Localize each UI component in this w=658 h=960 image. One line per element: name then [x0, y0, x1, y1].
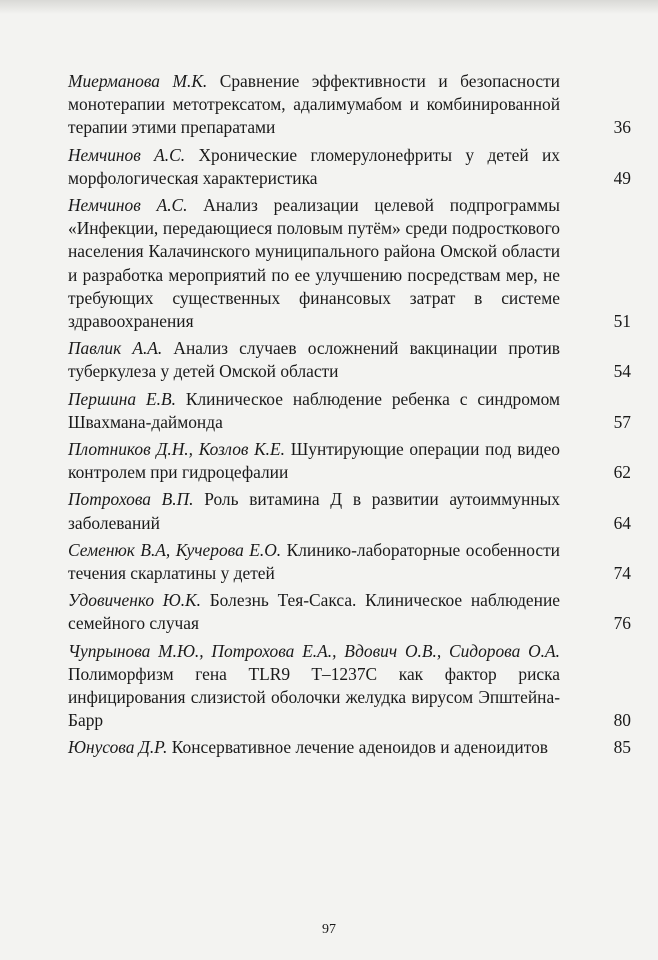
toc-entry — [68, 194, 631, 333]
entry-page-number: 36 — [613, 117, 631, 138]
entry-authors: Семенюк В.А, Кучерова Е.О. — [68, 539, 282, 560]
toc-entry — [68, 337, 631, 383]
entry-title: Роль витамина Д в развитии аутоиммунных заболеваний — [68, 489, 560, 533]
entry-title: Клинико-лабораторные особенности течения скарлатины у детей — [68, 539, 560, 584]
toc-entry — [68, 70, 631, 140]
entry-page-number: 54 — [613, 361, 631, 382]
toc-entry — [68, 144, 631, 190]
entry-page-number: 74 — [613, 563, 631, 584]
entry-title: Сравнение эффективности и безопасности монотерапии метотрексатом, адалимумабом и комбинированной терапии этими препаратами — [68, 71, 560, 138]
toc-entry — [68, 539, 631, 585]
entry-title: Анализ реализации целевой подпрограммы «Инфекции, передающиеся половым путём» среди подросткового населения Калачинского муниципального района Омской области и разработка мероприятий по ее улучшению посредствам мер, не требующих существенных финансовых затрат в системе здравоохранения — [68, 195, 560, 332]
entry-title: Анализ случаев осложнений вакцинации против туберкулеза у детей Омской области — [68, 338, 560, 382]
entry-title: Клиническое наблюдение ребенка с синдромом Швахмана-даймонда — [68, 388, 560, 432]
entry-page-number: 51 — [613, 311, 631, 332]
entry-title: Хронические гломерулонефриты у детей их морфологическая характеристика — [68, 144, 560, 188]
entry-authors: Миерманова М.К. — [68, 71, 208, 91]
entry-page-number: 57 — [613, 411, 631, 432]
entry-authors: Потрохова В.П. — [68, 489, 194, 510]
entry-authors: Першина Е.В. — [68, 388, 176, 409]
entry-page-number: 80 — [613, 710, 631, 731]
toc-entry — [68, 438, 631, 484]
table-of-contents — [68, 70, 631, 764]
toc-entry — [68, 736, 631, 759]
toc-entry — [68, 589, 631, 635]
entry-authors: Павлик А.А. — [68, 338, 163, 359]
entry-title: Шунтирующие операции под видео контролем при гидроцефалии — [68, 439, 561, 483]
toc-entry — [68, 488, 631, 534]
entry-authors: Удовиченко Ю.К. — [68, 590, 201, 611]
entry-authors: Чупрынова М.Ю., Потрохова Е.А., Вдович О.В., Сидорова О.А. — [68, 640, 560, 661]
entry-authors: Юнусова Д.Р. — [68, 737, 168, 758]
entry-title: Полиморфизм гена TLR9 T–1237C как фактор риска инфицирования слизистой оболочки желудка вирусом Эпштейна-Барр — [68, 663, 560, 731]
entry-authors: Плотников Д.Н., Козлов К.Е. — [68, 439, 286, 460]
entry-page-number: 62 — [613, 462, 631, 483]
entry-title: Консервативное лечение аденоидов и аденоидитов — [171, 737, 548, 758]
entry-authors: Немчинов А.С. — [68, 144, 186, 165]
entry-page-number: 49 — [613, 167, 631, 188]
entry-page-number: 64 — [613, 512, 631, 533]
page-top-edge — [0, 0, 658, 14]
page-number: 97 — [322, 922, 336, 937]
entry-title: Болезнь Тея-Сакса. Клиническое наблюдение семейного случая — [68, 590, 560, 634]
entry-page-number: 76 — [613, 613, 631, 634]
entry-authors: Немчинов А.С. — [68, 195, 188, 216]
toc-entry — [68, 388, 631, 434]
entry-page-number: 85 — [613, 737, 631, 758]
toc-entry — [68, 640, 631, 733]
